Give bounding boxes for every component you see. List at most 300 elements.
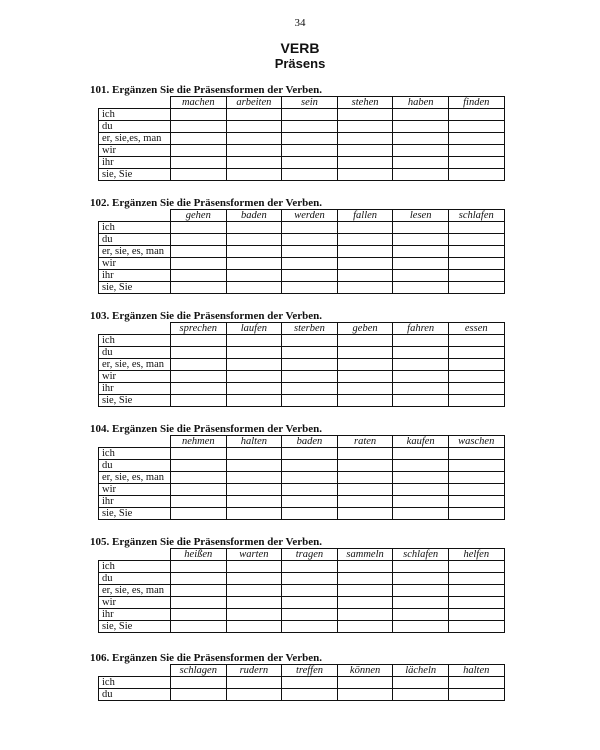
answer-cell[interactable] bbox=[393, 169, 449, 181]
answer-cell[interactable] bbox=[282, 472, 338, 484]
answer-cell[interactable] bbox=[171, 258, 227, 270]
answer-cell[interactable] bbox=[171, 573, 227, 585]
answer-cell[interactable] bbox=[448, 270, 504, 282]
table-row bbox=[99, 133, 505, 145]
answer-cell[interactable] bbox=[337, 258, 393, 270]
verb-header: schlafen bbox=[448, 210, 504, 222]
verb-header: raten bbox=[337, 436, 393, 448]
answer-cell[interactable] bbox=[393, 157, 449, 169]
answer-cell[interactable] bbox=[226, 133, 282, 145]
pronoun-cell: ich bbox=[99, 222, 171, 234]
table-row bbox=[99, 282, 505, 294]
answer-cell[interactable] bbox=[337, 585, 393, 597]
exercise-heading: 103. Ergänzen Sie die Präsensformen der Verben. bbox=[90, 310, 323, 322]
answer-cell[interactable] bbox=[282, 395, 338, 407]
verb-header: baden bbox=[282, 436, 338, 448]
verb-header: kaufen bbox=[393, 436, 449, 448]
table-row bbox=[99, 585, 505, 597]
pronoun-cell: sie, Sie bbox=[99, 282, 171, 294]
pronoun-cell: ihr bbox=[99, 496, 171, 508]
answer-cell[interactable] bbox=[393, 597, 449, 609]
pronoun-cell: ihr bbox=[99, 609, 171, 621]
table-corner bbox=[99, 549, 171, 561]
verb-header: lächeln bbox=[393, 665, 449, 677]
verb-header: haben bbox=[393, 97, 449, 109]
pronoun-cell: sie, Sie bbox=[99, 395, 171, 407]
pronoun-cell: ich bbox=[99, 561, 171, 573]
answer-cell[interactable] bbox=[282, 508, 338, 520]
verb-header: essen bbox=[448, 323, 504, 335]
answer-cell[interactable] bbox=[393, 561, 449, 573]
answer-cell[interactable] bbox=[226, 234, 282, 246]
answer-cell[interactable] bbox=[337, 561, 393, 573]
answer-cell[interactable] bbox=[282, 484, 338, 496]
answer-cell[interactable] bbox=[448, 145, 504, 157]
answer-cell[interactable] bbox=[282, 371, 338, 383]
answer-cell[interactable] bbox=[393, 496, 449, 508]
verb-header: halten bbox=[226, 436, 282, 448]
verb-header: schlagen bbox=[171, 665, 227, 677]
exercise-4 bbox=[90, 423, 510, 520]
answer-cell[interactable] bbox=[393, 246, 449, 258]
answer-cell[interactable] bbox=[226, 597, 282, 609]
answer-cell[interactable] bbox=[337, 460, 393, 472]
answer-cell[interactable] bbox=[282, 561, 338, 573]
answer-cell[interactable] bbox=[226, 222, 282, 234]
answer-cell[interactable] bbox=[448, 585, 504, 597]
answer-cell[interactable] bbox=[171, 157, 227, 169]
answer-cell[interactable] bbox=[226, 573, 282, 585]
exercise-heading: 101. Ergänzen Sie die Präsensformen der Verben. bbox=[90, 84, 323, 96]
answer-cell[interactable] bbox=[448, 157, 504, 169]
table-corner bbox=[99, 323, 171, 335]
conjugation-table bbox=[98, 209, 505, 294]
verb-header: nehmen bbox=[171, 436, 227, 448]
answer-cell[interactable] bbox=[393, 585, 449, 597]
answer-cell[interactable] bbox=[171, 508, 227, 520]
verb-header: machen bbox=[171, 97, 227, 109]
answer-cell[interactable] bbox=[393, 609, 449, 621]
answer-cell[interactable] bbox=[448, 282, 504, 294]
answer-cell[interactable] bbox=[393, 121, 449, 133]
answer-cell[interactable] bbox=[337, 496, 393, 508]
table-row bbox=[99, 609, 505, 621]
verb-header: sein bbox=[282, 97, 338, 109]
answer-cell[interactable] bbox=[226, 395, 282, 407]
answer-cell[interactable] bbox=[171, 472, 227, 484]
answer-cell[interactable] bbox=[282, 109, 338, 121]
answer-cell[interactable] bbox=[171, 677, 227, 689]
answer-cell[interactable] bbox=[337, 133, 393, 145]
answer-cell[interactable] bbox=[226, 145, 282, 157]
answer-cell[interactable] bbox=[448, 109, 504, 121]
answer-cell[interactable] bbox=[337, 335, 393, 347]
answer-cell[interactable] bbox=[393, 573, 449, 585]
answer-cell[interactable] bbox=[337, 121, 393, 133]
page-subtitle: Präsens bbox=[274, 56, 326, 71]
verb-header: können bbox=[337, 665, 393, 677]
pronoun-cell: du bbox=[99, 347, 171, 359]
answer-cell[interactable] bbox=[448, 133, 504, 145]
answer-cell[interactable] bbox=[448, 335, 504, 347]
answer-cell[interactable] bbox=[171, 609, 227, 621]
answer-cell[interactable] bbox=[171, 484, 227, 496]
answer-cell[interactable] bbox=[337, 448, 393, 460]
pronoun-cell: er, sie, es, man bbox=[99, 359, 171, 371]
answer-cell[interactable] bbox=[226, 169, 282, 181]
answer-cell[interactable] bbox=[226, 359, 282, 371]
conjugation-table bbox=[98, 664, 505, 701]
answer-cell[interactable] bbox=[171, 383, 227, 395]
answer-cell[interactable] bbox=[226, 270, 282, 282]
pronoun-cell: sie, Sie bbox=[99, 621, 171, 633]
answer-cell[interactable] bbox=[448, 448, 504, 460]
table-corner bbox=[99, 97, 171, 109]
answer-cell[interactable] bbox=[226, 258, 282, 270]
answer-cell[interactable] bbox=[171, 347, 227, 359]
table-row bbox=[99, 234, 505, 246]
pronoun-cell: du bbox=[99, 460, 171, 472]
answer-cell[interactable] bbox=[226, 383, 282, 395]
answer-cell[interactable] bbox=[337, 597, 393, 609]
pronoun-cell: ich bbox=[99, 677, 171, 689]
table-row bbox=[99, 677, 505, 689]
table-row bbox=[99, 246, 505, 258]
table-row bbox=[99, 169, 505, 181]
answer-cell[interactable] bbox=[448, 246, 504, 258]
pronoun-cell: wir bbox=[99, 258, 171, 270]
table-row bbox=[99, 472, 505, 484]
answer-cell[interactable] bbox=[282, 234, 338, 246]
pronoun-cell: du bbox=[99, 689, 171, 701]
answer-cell[interactable] bbox=[337, 234, 393, 246]
answer-cell[interactable] bbox=[171, 460, 227, 472]
verb-header: sterben bbox=[282, 323, 338, 335]
answer-cell[interactable] bbox=[337, 145, 393, 157]
pronoun-cell: ich bbox=[99, 448, 171, 460]
verb-header: stehen bbox=[337, 97, 393, 109]
answer-cell[interactable] bbox=[226, 484, 282, 496]
answer-cell[interactable] bbox=[337, 157, 393, 169]
answer-cell[interactable] bbox=[448, 508, 504, 520]
answer-cell[interactable] bbox=[393, 109, 449, 121]
verb-header: arbeiten bbox=[226, 97, 282, 109]
answer-cell[interactable] bbox=[282, 689, 338, 701]
answer-cell[interactable] bbox=[393, 145, 449, 157]
answer-cell[interactable] bbox=[171, 282, 227, 294]
verb-header: waschen bbox=[448, 436, 504, 448]
pronoun-cell: er, sie, es, man bbox=[99, 585, 171, 597]
answer-cell[interactable] bbox=[171, 395, 227, 407]
answer-cell[interactable] bbox=[448, 496, 504, 508]
answer-cell[interactable] bbox=[282, 496, 338, 508]
table-row bbox=[99, 597, 505, 609]
answer-cell[interactable] bbox=[226, 157, 282, 169]
answer-cell[interactable] bbox=[171, 121, 227, 133]
answer-cell[interactable] bbox=[393, 395, 449, 407]
answer-cell[interactable] bbox=[282, 258, 338, 270]
answer-cell[interactable] bbox=[171, 359, 227, 371]
exercise-1 bbox=[90, 84, 510, 181]
conjugation-table bbox=[98, 435, 505, 520]
answer-cell[interactable] bbox=[226, 109, 282, 121]
answer-cell[interactable] bbox=[337, 371, 393, 383]
conjugation-table bbox=[98, 548, 505, 633]
answer-cell[interactable] bbox=[448, 609, 504, 621]
exercise-3 bbox=[90, 310, 510, 407]
table-row bbox=[99, 371, 505, 383]
pronoun-cell: wir bbox=[99, 484, 171, 496]
answer-cell[interactable] bbox=[171, 496, 227, 508]
answer-cell[interactable] bbox=[393, 448, 449, 460]
answer-cell[interactable] bbox=[393, 484, 449, 496]
answer-cell[interactable] bbox=[448, 395, 504, 407]
answer-cell[interactable] bbox=[337, 383, 393, 395]
answer-cell[interactable] bbox=[171, 222, 227, 234]
pronoun-cell: er, sie, es, man bbox=[99, 472, 171, 484]
table-corner bbox=[99, 436, 171, 448]
conjugation-table bbox=[98, 96, 505, 181]
answer-cell[interactable] bbox=[337, 282, 393, 294]
answer-cell[interactable] bbox=[282, 121, 338, 133]
answer-cell[interactable] bbox=[448, 383, 504, 395]
verb-header: schlafen bbox=[393, 549, 449, 561]
verb-header: treffen bbox=[282, 665, 338, 677]
answer-cell[interactable] bbox=[448, 561, 504, 573]
answer-cell[interactable] bbox=[226, 335, 282, 347]
answer-cell[interactable] bbox=[171, 371, 227, 383]
verb-header: rudern bbox=[226, 665, 282, 677]
answer-cell[interactable] bbox=[226, 621, 282, 633]
verb-header: sammeln bbox=[337, 549, 393, 561]
exercise-6 bbox=[90, 652, 510, 701]
exercise-2 bbox=[90, 197, 510, 294]
answer-cell[interactable] bbox=[171, 234, 227, 246]
answer-cell[interactable] bbox=[448, 677, 504, 689]
answer-cell[interactable] bbox=[393, 689, 449, 701]
answer-cell[interactable] bbox=[393, 371, 449, 383]
answer-cell[interactable] bbox=[226, 561, 282, 573]
pronoun-cell: ihr bbox=[99, 270, 171, 282]
answer-cell[interactable] bbox=[226, 585, 282, 597]
answer-cell[interactable] bbox=[171, 246, 227, 258]
answer-cell[interactable] bbox=[448, 234, 504, 246]
answer-cell[interactable] bbox=[171, 133, 227, 145]
answer-cell[interactable] bbox=[337, 169, 393, 181]
answer-cell[interactable] bbox=[282, 383, 338, 395]
exercise-5 bbox=[90, 536, 510, 633]
answer-cell[interactable] bbox=[337, 347, 393, 359]
answer-cell[interactable] bbox=[226, 689, 282, 701]
answer-cell[interactable] bbox=[226, 347, 282, 359]
answer-cell[interactable] bbox=[448, 484, 504, 496]
answer-cell[interactable] bbox=[393, 508, 449, 520]
answer-cell[interactable] bbox=[282, 169, 338, 181]
answer-cell[interactable] bbox=[393, 347, 449, 359]
answer-cell[interactable] bbox=[282, 347, 338, 359]
answer-cell[interactable] bbox=[393, 133, 449, 145]
answer-cell[interactable] bbox=[171, 270, 227, 282]
answer-cell[interactable] bbox=[282, 270, 338, 282]
table-row bbox=[99, 484, 505, 496]
answer-cell[interactable] bbox=[171, 621, 227, 633]
answer-cell[interactable] bbox=[282, 573, 338, 585]
pronoun-cell: sie, Sie bbox=[99, 169, 171, 181]
table-row bbox=[99, 508, 505, 520]
answer-cell[interactable] bbox=[448, 359, 504, 371]
pronoun-cell: ihr bbox=[99, 383, 171, 395]
answer-cell[interactable] bbox=[337, 222, 393, 234]
answer-cell[interactable] bbox=[337, 484, 393, 496]
answer-cell[interactable] bbox=[393, 472, 449, 484]
answer-cell[interactable] bbox=[448, 371, 504, 383]
pronoun-cell: wir bbox=[99, 597, 171, 609]
answer-cell[interactable] bbox=[282, 335, 338, 347]
answer-cell[interactable] bbox=[337, 395, 393, 407]
conjugation-table bbox=[98, 322, 505, 407]
answer-cell[interactable] bbox=[448, 597, 504, 609]
table-corner bbox=[99, 210, 171, 222]
answer-cell[interactable] bbox=[448, 121, 504, 133]
answer-cell[interactable] bbox=[171, 448, 227, 460]
pronoun-cell: wir bbox=[99, 145, 171, 157]
answer-cell[interactable] bbox=[282, 585, 338, 597]
answer-cell[interactable] bbox=[282, 448, 338, 460]
answer-cell[interactable] bbox=[171, 335, 227, 347]
table-row bbox=[99, 383, 505, 395]
answer-cell[interactable] bbox=[226, 472, 282, 484]
pronoun-cell: sie, Sie bbox=[99, 508, 171, 520]
answer-cell[interactable] bbox=[337, 246, 393, 258]
answer-cell[interactable] bbox=[282, 621, 338, 633]
table-row bbox=[99, 460, 505, 472]
verb-header: werden bbox=[282, 210, 338, 222]
answer-cell[interactable] bbox=[448, 169, 504, 181]
answer-cell[interactable] bbox=[171, 689, 227, 701]
answer-cell[interactable] bbox=[226, 508, 282, 520]
answer-cell[interactable] bbox=[282, 133, 338, 145]
answer-cell[interactable] bbox=[171, 145, 227, 157]
answer-cell[interactable] bbox=[448, 472, 504, 484]
answer-cell[interactable] bbox=[337, 508, 393, 520]
answer-cell[interactable] bbox=[226, 448, 282, 460]
table-row bbox=[99, 335, 505, 347]
answer-cell[interactable] bbox=[171, 585, 227, 597]
answer-cell[interactable] bbox=[282, 157, 338, 169]
answer-cell[interactable] bbox=[393, 282, 449, 294]
verb-header: heißen bbox=[171, 549, 227, 561]
answer-cell[interactable] bbox=[448, 689, 504, 701]
pronoun-cell: du bbox=[99, 573, 171, 585]
answer-cell[interactable] bbox=[337, 359, 393, 371]
answer-cell[interactable] bbox=[226, 609, 282, 621]
answer-cell[interactable] bbox=[226, 282, 282, 294]
answer-cell[interactable] bbox=[282, 460, 338, 472]
answer-cell[interactable] bbox=[282, 222, 338, 234]
answer-cell[interactable] bbox=[171, 109, 227, 121]
answer-cell[interactable] bbox=[393, 270, 449, 282]
answer-cell[interactable] bbox=[448, 222, 504, 234]
table-corner bbox=[99, 665, 171, 677]
answer-cell[interactable] bbox=[282, 145, 338, 157]
answer-cell[interactable] bbox=[448, 621, 504, 633]
table-row bbox=[99, 395, 505, 407]
answer-cell[interactable] bbox=[448, 460, 504, 472]
answer-cell[interactable] bbox=[282, 359, 338, 371]
table-row bbox=[99, 145, 505, 157]
verb-header: tragen bbox=[282, 549, 338, 561]
pronoun-cell: er, sie,es, man bbox=[99, 133, 171, 145]
answer-cell[interactable] bbox=[226, 121, 282, 133]
pronoun-cell: ich bbox=[99, 335, 171, 347]
answer-cell[interactable] bbox=[337, 573, 393, 585]
verb-header: gehen bbox=[171, 210, 227, 222]
answer-cell[interactable] bbox=[337, 609, 393, 621]
answer-cell[interactable] bbox=[337, 472, 393, 484]
answer-cell[interactable] bbox=[226, 677, 282, 689]
answer-cell[interactable] bbox=[282, 246, 338, 258]
verb-header: lesen bbox=[393, 210, 449, 222]
answer-cell[interactable] bbox=[337, 109, 393, 121]
exercise-heading: 104. Ergänzen Sie die Präsensformen der Verben. bbox=[90, 423, 323, 435]
answer-cell[interactable] bbox=[282, 282, 338, 294]
answer-cell[interactable] bbox=[448, 258, 504, 270]
answer-cell[interactable] bbox=[226, 460, 282, 472]
answer-cell[interactable] bbox=[393, 335, 449, 347]
answer-cell[interactable] bbox=[171, 169, 227, 181]
answer-cell[interactable] bbox=[226, 371, 282, 383]
answer-cell[interactable] bbox=[171, 561, 227, 573]
table-row bbox=[99, 573, 505, 585]
verb-header: sprechen bbox=[171, 323, 227, 335]
verb-header: halten bbox=[448, 665, 504, 677]
table-row bbox=[99, 109, 505, 121]
pronoun-cell: du bbox=[99, 234, 171, 246]
answer-cell[interactable] bbox=[393, 677, 449, 689]
answer-cell[interactable] bbox=[393, 234, 449, 246]
answer-cell[interactable] bbox=[448, 573, 504, 585]
table-row bbox=[99, 157, 505, 169]
answer-cell[interactable] bbox=[337, 621, 393, 633]
verb-header: warten bbox=[226, 549, 282, 561]
verb-header: helfen bbox=[448, 549, 504, 561]
answer-cell[interactable] bbox=[226, 496, 282, 508]
table-row bbox=[99, 448, 505, 460]
exercise-heading: 105. Ergänzen Sie die Präsensformen der Verben. bbox=[90, 536, 323, 548]
answer-cell[interactable] bbox=[282, 677, 338, 689]
answer-cell[interactable] bbox=[337, 677, 393, 689]
answer-cell[interactable] bbox=[393, 460, 449, 472]
answer-cell[interactable] bbox=[337, 689, 393, 701]
answer-cell[interactable] bbox=[393, 258, 449, 270]
table-row bbox=[99, 359, 505, 371]
answer-cell[interactable] bbox=[337, 270, 393, 282]
answer-cell[interactable] bbox=[171, 597, 227, 609]
answer-cell[interactable] bbox=[393, 359, 449, 371]
verb-header: baden bbox=[226, 210, 282, 222]
answer-cell[interactable] bbox=[448, 347, 504, 359]
answer-cell[interactable] bbox=[282, 609, 338, 621]
answer-cell[interactable] bbox=[226, 246, 282, 258]
answer-cell[interactable] bbox=[393, 621, 449, 633]
answer-cell[interactable] bbox=[393, 222, 449, 234]
answer-cell[interactable] bbox=[393, 383, 449, 395]
table-row bbox=[99, 621, 505, 633]
pronoun-cell: ihr bbox=[99, 157, 171, 169]
table-row bbox=[99, 258, 505, 270]
answer-cell[interactable] bbox=[282, 597, 338, 609]
table-row bbox=[99, 689, 505, 701]
